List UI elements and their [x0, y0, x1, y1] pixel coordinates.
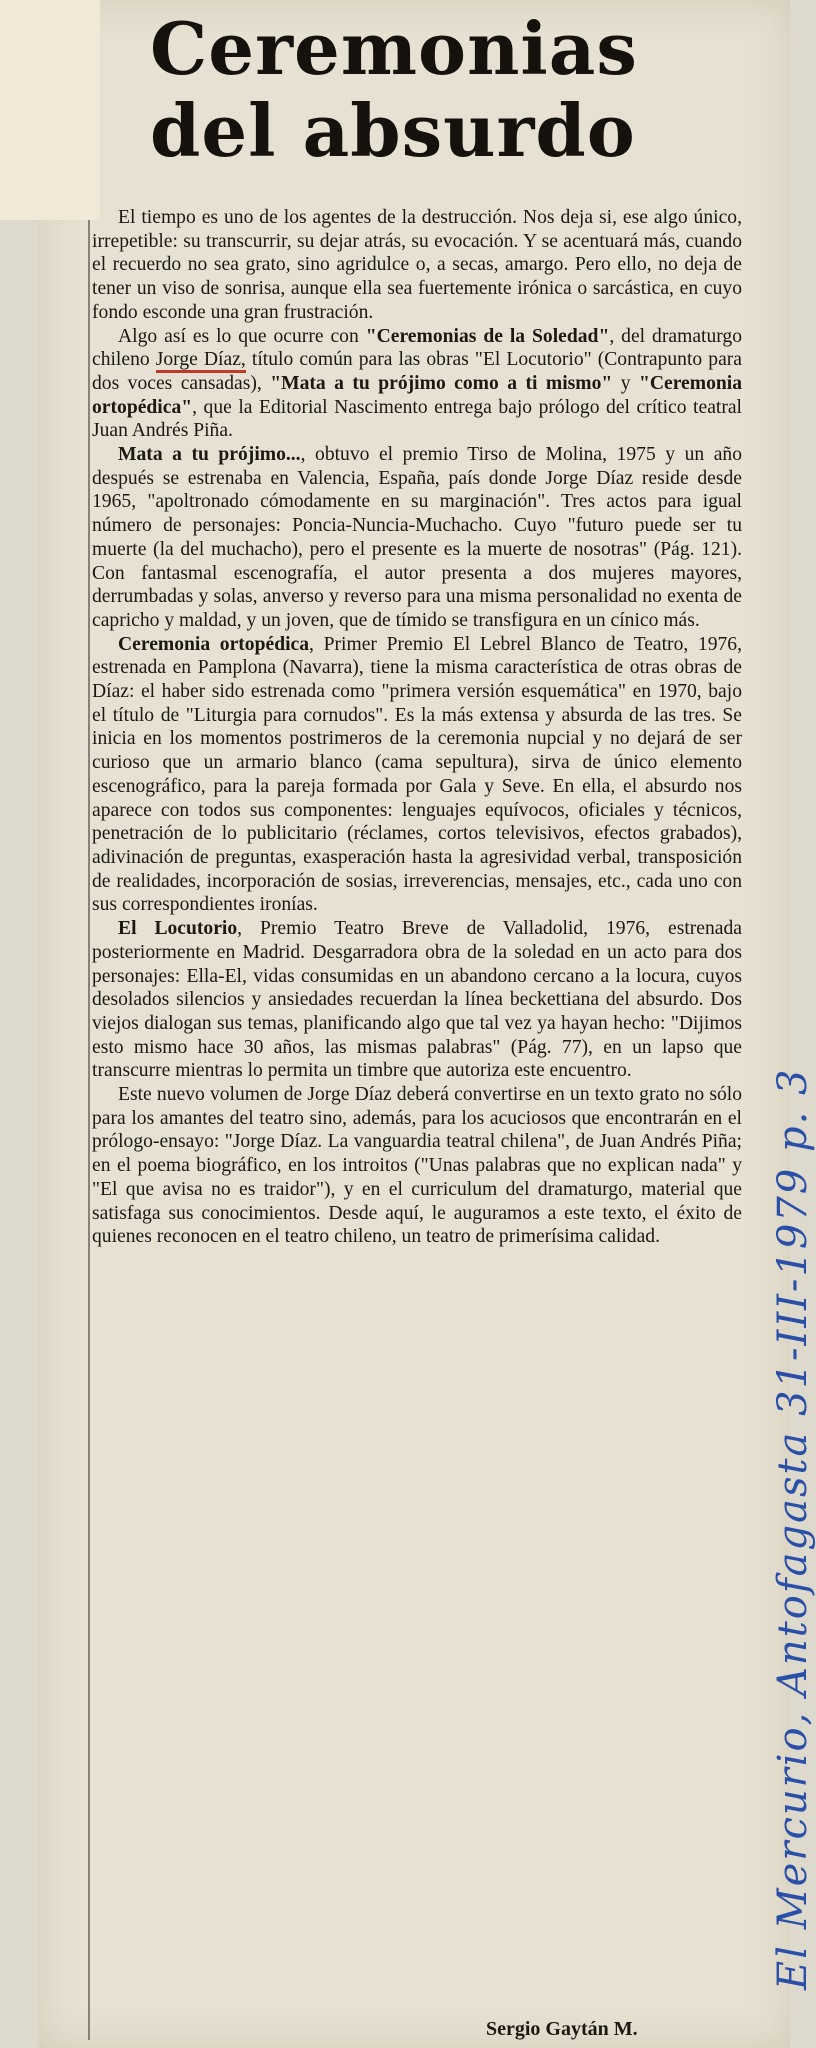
paragraph-5 [92, 917, 742, 1083]
p2-text-a: Algo así es lo que ocurre con [118, 325, 359, 347]
paper-tab [0, 0, 100, 220]
p3-text: , obtuvo el premio Tirso de Molina, 1975 y un año después se estrenaba en Valencia, España, país donde Jorge Díaz reside desde 1965, "apoltronado cómodamente en su marginación". Tres actos para igual número de personajes: Poncia-Nuncia-Muchacho. Cuyo "futuro puede ser tu muerte (la del muchacho), pero el presente es la muerte de nosotras" (Pág. 121). Con fantasmal escenografía, el autor presenta a dos mujeres mayores, derrumbadas y solas, anverso y reverso para una misma personalidad no exenta de capricho y maldad, y un joven, que de tímido se transfigura en un cínico más. [92, 444, 742, 631]
article-body [92, 206, 742, 1249]
paragraph-1: El tiempo es uno de los agentes de la destrucción. Nos deja si, ese algo único, irrepetible: su transcurrir, su dejar atrás, su evocación. Y se acentuará más, cuando el recuerdo no sea grato, sino agridulce o, a secas, amargo. Pero ello, no deja de tener un viso de sonrisa, aunque ella sea fuertemente irónica o sarcástica, en cuyo fondo esconde una gran frustración. [92, 207, 742, 323]
p5-heading: El Locutorio [118, 918, 238, 940]
paragraph-6: Este nuevo volumen de Jorge Díaz deberá convertirse en un texto grato no sólo para los amantes del teatro sino, además, para los acuciosos que encontrarán en el prólogo-ensayo: "Jorge Díaz. La vanguardia teatral chilena", de Juan Andrés Piña; en el poema biográfico, en los introitos ("Unas palabras que no explican nada" y "El que avisa no es traidor"), y en el curriculum del dramaturgo, material que satisfaga sus conocimientos. Desde aquí, le auguramos a este texto, el éxito de quienes reconocen en el teatro chileno, un teatro de primerísima calidad. [92, 1084, 742, 1248]
paragraph-4 [92, 633, 742, 917]
author-name-underlined: Jorge Díaz, [156, 349, 246, 373]
column-rule [88, 10, 90, 2040]
p3-heading: Mata a tu prójimo... [118, 444, 301, 466]
handwritten-source-note: El Mercurio, Antofagasta 31-III-1979 p. 3 [770, 1067, 816, 1990]
paragraph-3 [92, 443, 742, 633]
p4-text: , Primer Premio El Lebrel Blanco de Teatro, 1976, estrenada en Pamplona (Navarra), tiene la misma característica de otras obras de Díaz: el haber sido estrenada como "primera versión esquemática" en 1970, bajo el título de "Liturgia para cornudos". Es la más extensa y absurda de las tres. Se inicia en los momentos postrimeros de la ceremonia nupcial y no dejará de ser curioso que un armario blanco (cama sepultura), sirva de único elemento escenográfico, para la pareja formada por Gala y Seve. En ella, el absurdo nos aparece con todos sus componentes: lenguajes equívocos, oficiales y técnicos, penetración de lo publicitario (réclames, cortos televisivos, efectos grabados), adivinación de preguntas, exasperación hasta la agresividad verbal, transposición de realidades, incorporación de sosias, irreverencias, mensajes, etc., cada uno con sus correspondientes ironías. [92, 633, 742, 916]
work-title-mata: "Mata a tu prójimo como a ti mismo" [270, 372, 613, 394]
p2-text-d: título común para las obras "El Locutorio" (Contrapunto para dos voces cansadas), [92, 349, 742, 394]
title-line-1: Ceremonias [150, 6, 638, 91]
paragraph-2 [92, 325, 742, 444]
p5-text: , Premio Teatro Breve de Valladolid, 1976, estrenada posteriormente en Madrid. Desgarradora obra de la soledad en un acto para dos personajes: Ella-El, vidas consumidas en un abandono cercano a la locura, cuyos desolados silencios y ansiedades recuerdan la línea beckettiana del absurdo. Dos viejos dialogan sus temas, planificando algo que tal vez ya hayan hecho: "Dijimos esto mismo hace 30 años, las mismas palabras" (Pág. 77), en un lapso que transcurre mientras lo permita un timbre que autoriza este encuentro. [92, 918, 742, 1082]
work-title-ortopedica: "Ceremonia ortopédica" [92, 372, 743, 418]
title-line-2: del absurdo [150, 88, 636, 173]
p2-text-h: , que la Editorial Nascimento entrega bajo prólogo del crítico teatral Juan Andrés Piña. [92, 396, 742, 442]
p2-text-c: , del dramaturgo chileno [92, 325, 743, 371]
p4-heading: Ceremonia ortopédica [118, 633, 310, 655]
article-title [150, 8, 638, 172]
p2-text-f: y [620, 372, 631, 394]
author-signature: Sergio Gaytán M. [486, 2018, 638, 2040]
work-title-soledad: "Ceremonias de la Soledad" [365, 325, 610, 347]
